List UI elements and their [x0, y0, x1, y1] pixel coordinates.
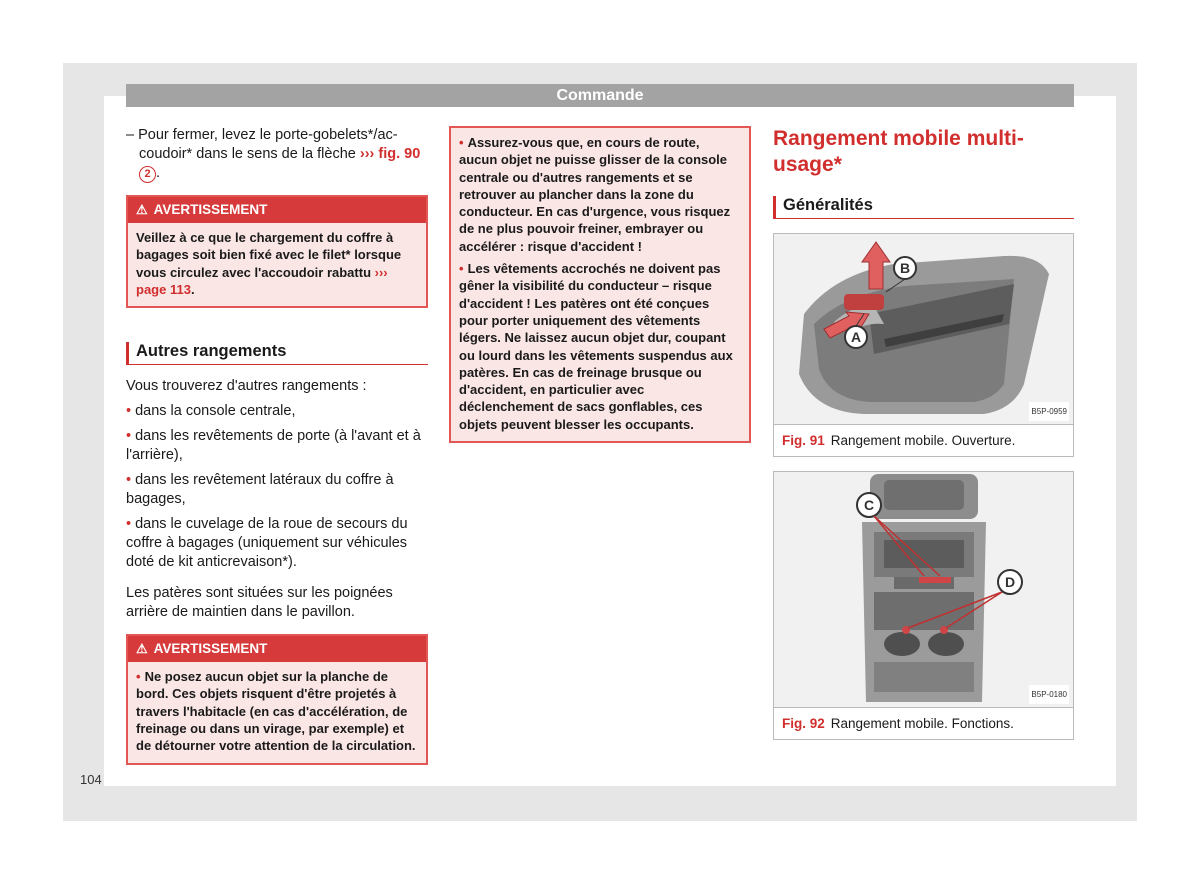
punctuation: . — [156, 165, 161, 181]
instruction-item: – Pour fermer, levez le porte-gobelets*/ac-coudoir* dans le sens de la flèche ››› fig. 90 2 . — [126, 127, 421, 181]
instruction-text: Pour fermer, levez le porte-gobelets*/ac-coudoir* dans le sens de la flèche — [138, 127, 398, 162]
figure-label: Fig. 92 — [782, 716, 825, 731]
step-number-badge: 2 — [139, 166, 156, 183]
warning-body — [128, 223, 426, 306]
callout-b: B — [899, 260, 911, 276]
column-middle — [449, 126, 751, 443]
rangements-list — [126, 402, 428, 572]
figure-label: Fig. 91 — [782, 433, 825, 448]
ref-arrows: ››› — [374, 264, 388, 280]
callout-c: C — [863, 497, 875, 513]
bullet-icon: • — [126, 403, 132, 420]
list-item-text: dans les revêtement latéraux du coffre à bagages, — [126, 472, 394, 508]
list-item-text: dans le cuvelage de la roue de secours du coffre à bagages (uniquement sur véhicules doté de kit anticrevaison*). — [126, 516, 408, 571]
warning-header — [128, 636, 426, 662]
figure-code: B5P-0959 — [1029, 402, 1069, 421]
warning-title: AVERTISSEMENT — [153, 641, 268, 657]
figure-link[interactable]: fig. 90 — [378, 146, 421, 162]
list-item-text: dans la console centrale, — [135, 403, 296, 420]
warning-triangle-icon: ⚠ — [136, 641, 148, 657]
bullet-icon: • — [126, 428, 132, 445]
warning-bullet — [459, 260, 741, 433]
list-item — [126, 515, 428, 572]
warning-text: Veillez à ce que le chargement du coffre à bagages soit bien fixé avec le filet* lorsque vous circulez avec l'accoudoir rabattu — [136, 230, 402, 280]
list-item — [126, 427, 428, 465]
column-left — [126, 126, 428, 765]
figure-92-image — [774, 472, 1073, 707]
warning-text: Ne posez aucun objet sur la planche de bord. Ces objets risquent d'être projetés à travers l'habitacle (en cas d'accélération, de freinage ou dans un virage, par exemple) et de détourner votre attention de la circulation. — [136, 669, 416, 754]
list-item-text: dans les revêtements de porte (à l'avant et à l'arrière), — [126, 428, 421, 464]
figure-caption — [774, 424, 1073, 456]
warning-header — [128, 197, 426, 223]
callout-d: D — [1004, 574, 1016, 590]
warning-continued-box — [449, 126, 751, 443]
warning-box — [126, 634, 428, 764]
section-heading: Généralités — [773, 196, 1074, 219]
list-item — [126, 471, 428, 509]
section-heading: Autres rangements — [126, 342, 428, 365]
bullet-icon: • — [459, 261, 464, 277]
hooks-text: Les patères sont situées sur les poignées arrière de maintien dans le pavillon. — [126, 585, 393, 621]
bullet-icon: • — [459, 135, 464, 150]
warning-text: Assurez-vous que, en cours de route, aucun objet ne puisse glisser de la console centrale ou d'autres rangements et se retrouver au plancher dans la zone du conducteur. En cas d'urgence, vous risquez de ne plus pouvoir freiner, embrayer ou accélérer : risque d'accident ! — [459, 135, 731, 254]
armrest-functions-illustration — [774, 472, 1073, 707]
section-header: Commande — [126, 84, 1074, 107]
bullet-icon: • — [126, 472, 132, 489]
warning-text: Les vêtements accrochés ne doivent pas gêner la visibilité du conducteur – risque d'accident ! Les patères ont été conçues pour porter uniquement des vêtements légers. Ne laissez aucun objet dur, coupant ou lourd dans les vêtements suspendus aux patères. En cas de freinage brusque ou d'accident, en particulier avec déclenchement de sacs gonflables, ces objets peuvent blesser les occupants. — [459, 261, 733, 432]
armrest-open-illustration — [774, 234, 1073, 424]
warning-box — [126, 195, 428, 308]
figure-caption-text: Rangement mobile. Fonctions. — [830, 716, 1014, 731]
figure-caption — [774, 707, 1073, 739]
bullet-icon: • — [126, 516, 132, 533]
figure-91-image — [774, 234, 1073, 424]
warning-bullet — [459, 134, 741, 255]
ref-arrows: ››› — [359, 146, 375, 162]
page-link[interactable]: page 113 — [136, 281, 191, 297]
punctuation: . — [190, 281, 195, 297]
callout-a: A — [850, 329, 862, 345]
warning-body — [128, 662, 426, 762]
warning-title: AVERTISSEMENT — [153, 202, 268, 217]
figure-code: B5P-0180 — [1029, 685, 1069, 704]
bullet-icon: • — [136, 669, 141, 685]
intro-text: Vous trouverez d'autres rangements : — [126, 378, 367, 395]
figure-91 — [773, 233, 1074, 457]
figure-92 — [773, 471, 1074, 740]
list-item — [126, 402, 428, 421]
figure-caption-text: Rangement mobile. Ouverture. — [830, 433, 1016, 448]
main-heading: Rangement mobile multi-usage* — [773, 127, 1024, 176]
page-number: 104 — [80, 772, 102, 787]
warning-triangle-icon: ⚠ — [136, 202, 148, 217]
warning-body — [451, 128, 749, 441]
column-right — [773, 126, 1074, 740]
